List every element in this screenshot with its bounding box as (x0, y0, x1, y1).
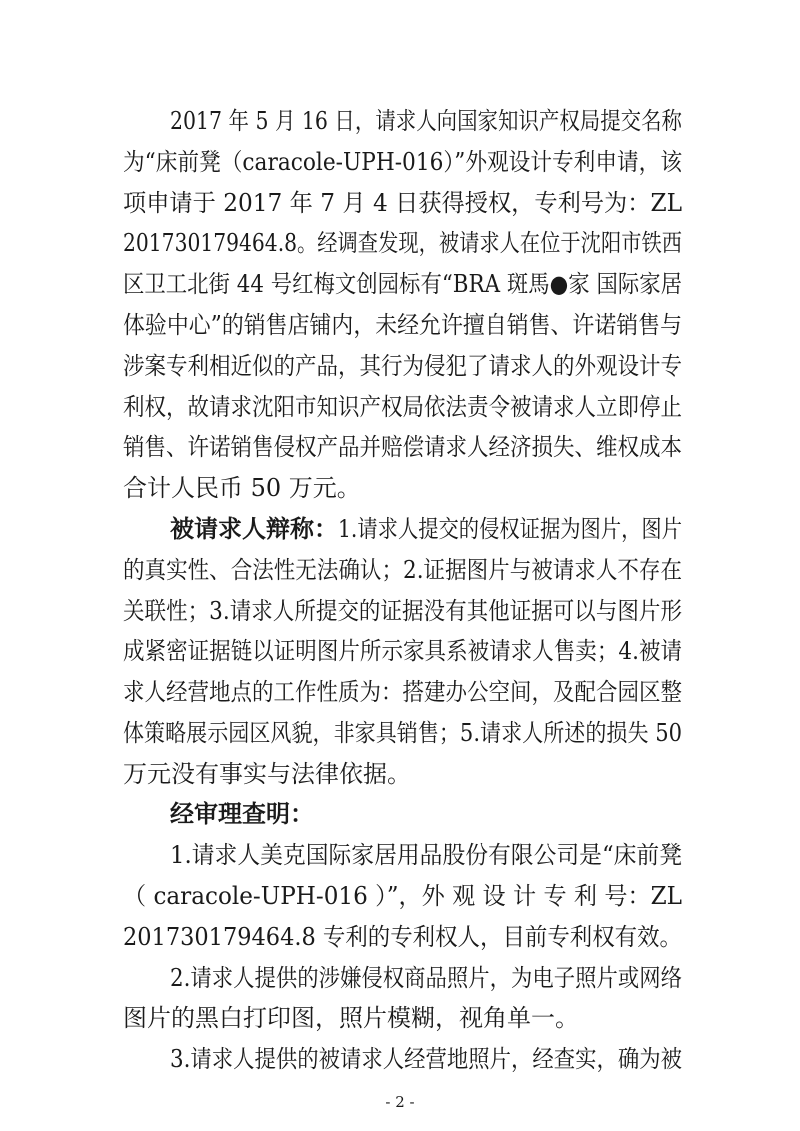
paragraph-1-line-1 (0, 101, 800, 141)
text-line: 求人经营地点的工作性质为：搭建办公空间，及配合园区整 (123, 678, 682, 707)
text-line: 2.请求人提供的涉嫌侵权商品照片，为电子照片或网络 (170, 963, 682, 992)
finding-1-line-2 (0, 876, 800, 916)
text-line: 2017 年 5 月 16 日，请求人向国家知识产权局提交名称 (170, 107, 682, 135)
extra-line (0, 998, 800, 1038)
paragraph-1-line-5 (0, 264, 800, 304)
text-line: 体验中心”的销售店铺内，未经允许擅自销售、许诺销售与 (123, 310, 682, 339)
page-number: - 2 - (385, 1093, 415, 1111)
text-line: 区卫工北街 44 号红梅文创园标有“BRA 斑馬●家 国际家居 (123, 270, 682, 299)
paragraph-2-line-5 (0, 672, 800, 712)
finding-1-line-1 (0, 835, 800, 875)
section-heading: 经审理查明： (170, 799, 314, 829)
paragraph-1-line-6 (0, 305, 800, 345)
paragraph-1-line-8 (0, 387, 800, 427)
paragraph-1-line-7 (0, 346, 800, 386)
text-line: 关联性；3.请求人所提交的证据没有其他证据可以与图片形 (123, 596, 682, 625)
text-line: 1.请求人提交的侵权证据为图片，图片 (338, 514, 682, 543)
text-line: 合计人民币 50 万元。 (123, 474, 361, 503)
text-line: 利权，故请求沈阳市知识产权局依法责令被请求人立即停止 (123, 392, 682, 421)
finding-1-line-3 (0, 917, 800, 957)
paragraph-2-line-4 (0, 631, 800, 671)
text-line: 销售、许诺销售侵权产品并赔偿请求人经济损失、维权成本 (123, 433, 682, 462)
paragraph-1-line-4 (0, 223, 800, 263)
text-line: 成紧密证据链以证明图片所示家具系被请求人售卖；4.被请 (123, 637, 682, 666)
paragraph-2-line-1 (0, 509, 800, 549)
paragraph-1-line-9 (0, 427, 800, 467)
text-line: 图片的黑白打印图，照片模糊，视角单一。 (123, 1004, 579, 1033)
text-line: 万元没有事实与法律依据。 (123, 759, 411, 788)
section-heading: 被请求人辩称： (170, 513, 338, 543)
extra-line (0, 1039, 800, 1079)
findings-heading-line (0, 794, 800, 834)
text-line: 涉案专利相近似的产品，其行为侵犯了请求人的外观设计专 (123, 351, 682, 380)
text-line: 201730179464.8。经调查发现，被请求人在位于沈阳市铁西 (123, 229, 682, 258)
text-line: 为“床前凳（caracole-UPH-016）”外观设计专利申请，该 (123, 147, 682, 176)
text-line: 项申请于 2017 年 7 月 4 日获得授权，专利号为：ZL (123, 188, 682, 217)
text-line: 3.请求人提供的被请求人经营地照片，经查实，确为被 (170, 1045, 682, 1074)
text-line: 1.请求人美克国际家居用品股份有限公司是“床前凳 (170, 841, 682, 870)
finding-2-line-1 (0, 958, 800, 998)
text-line: 体策略展示园区风貌，非家具销售；5.请求人所述的损失 50 (123, 718, 682, 747)
paragraph-2-line-3 (0, 591, 800, 631)
paragraph-2-line-7 (0, 754, 800, 794)
paragraph-1-line-3 (0, 183, 800, 223)
text-line: 201730179464.8 专利的专利权人，目前专利权有效。 (123, 922, 682, 951)
text-line: （ caracole-UPH-016 ）”，外 观 设 计 专 利 号：ZL (123, 882, 682, 911)
paragraph-2-line-6 (0, 713, 800, 753)
paragraph-2-line-2 (0, 550, 800, 590)
paragraph-1-line-2 (0, 142, 800, 182)
paragraph-1-line-10 (0, 468, 800, 508)
text-line: 的真实性、合法性无法确认；2.证据图片与被请求人不存在 (123, 555, 682, 584)
